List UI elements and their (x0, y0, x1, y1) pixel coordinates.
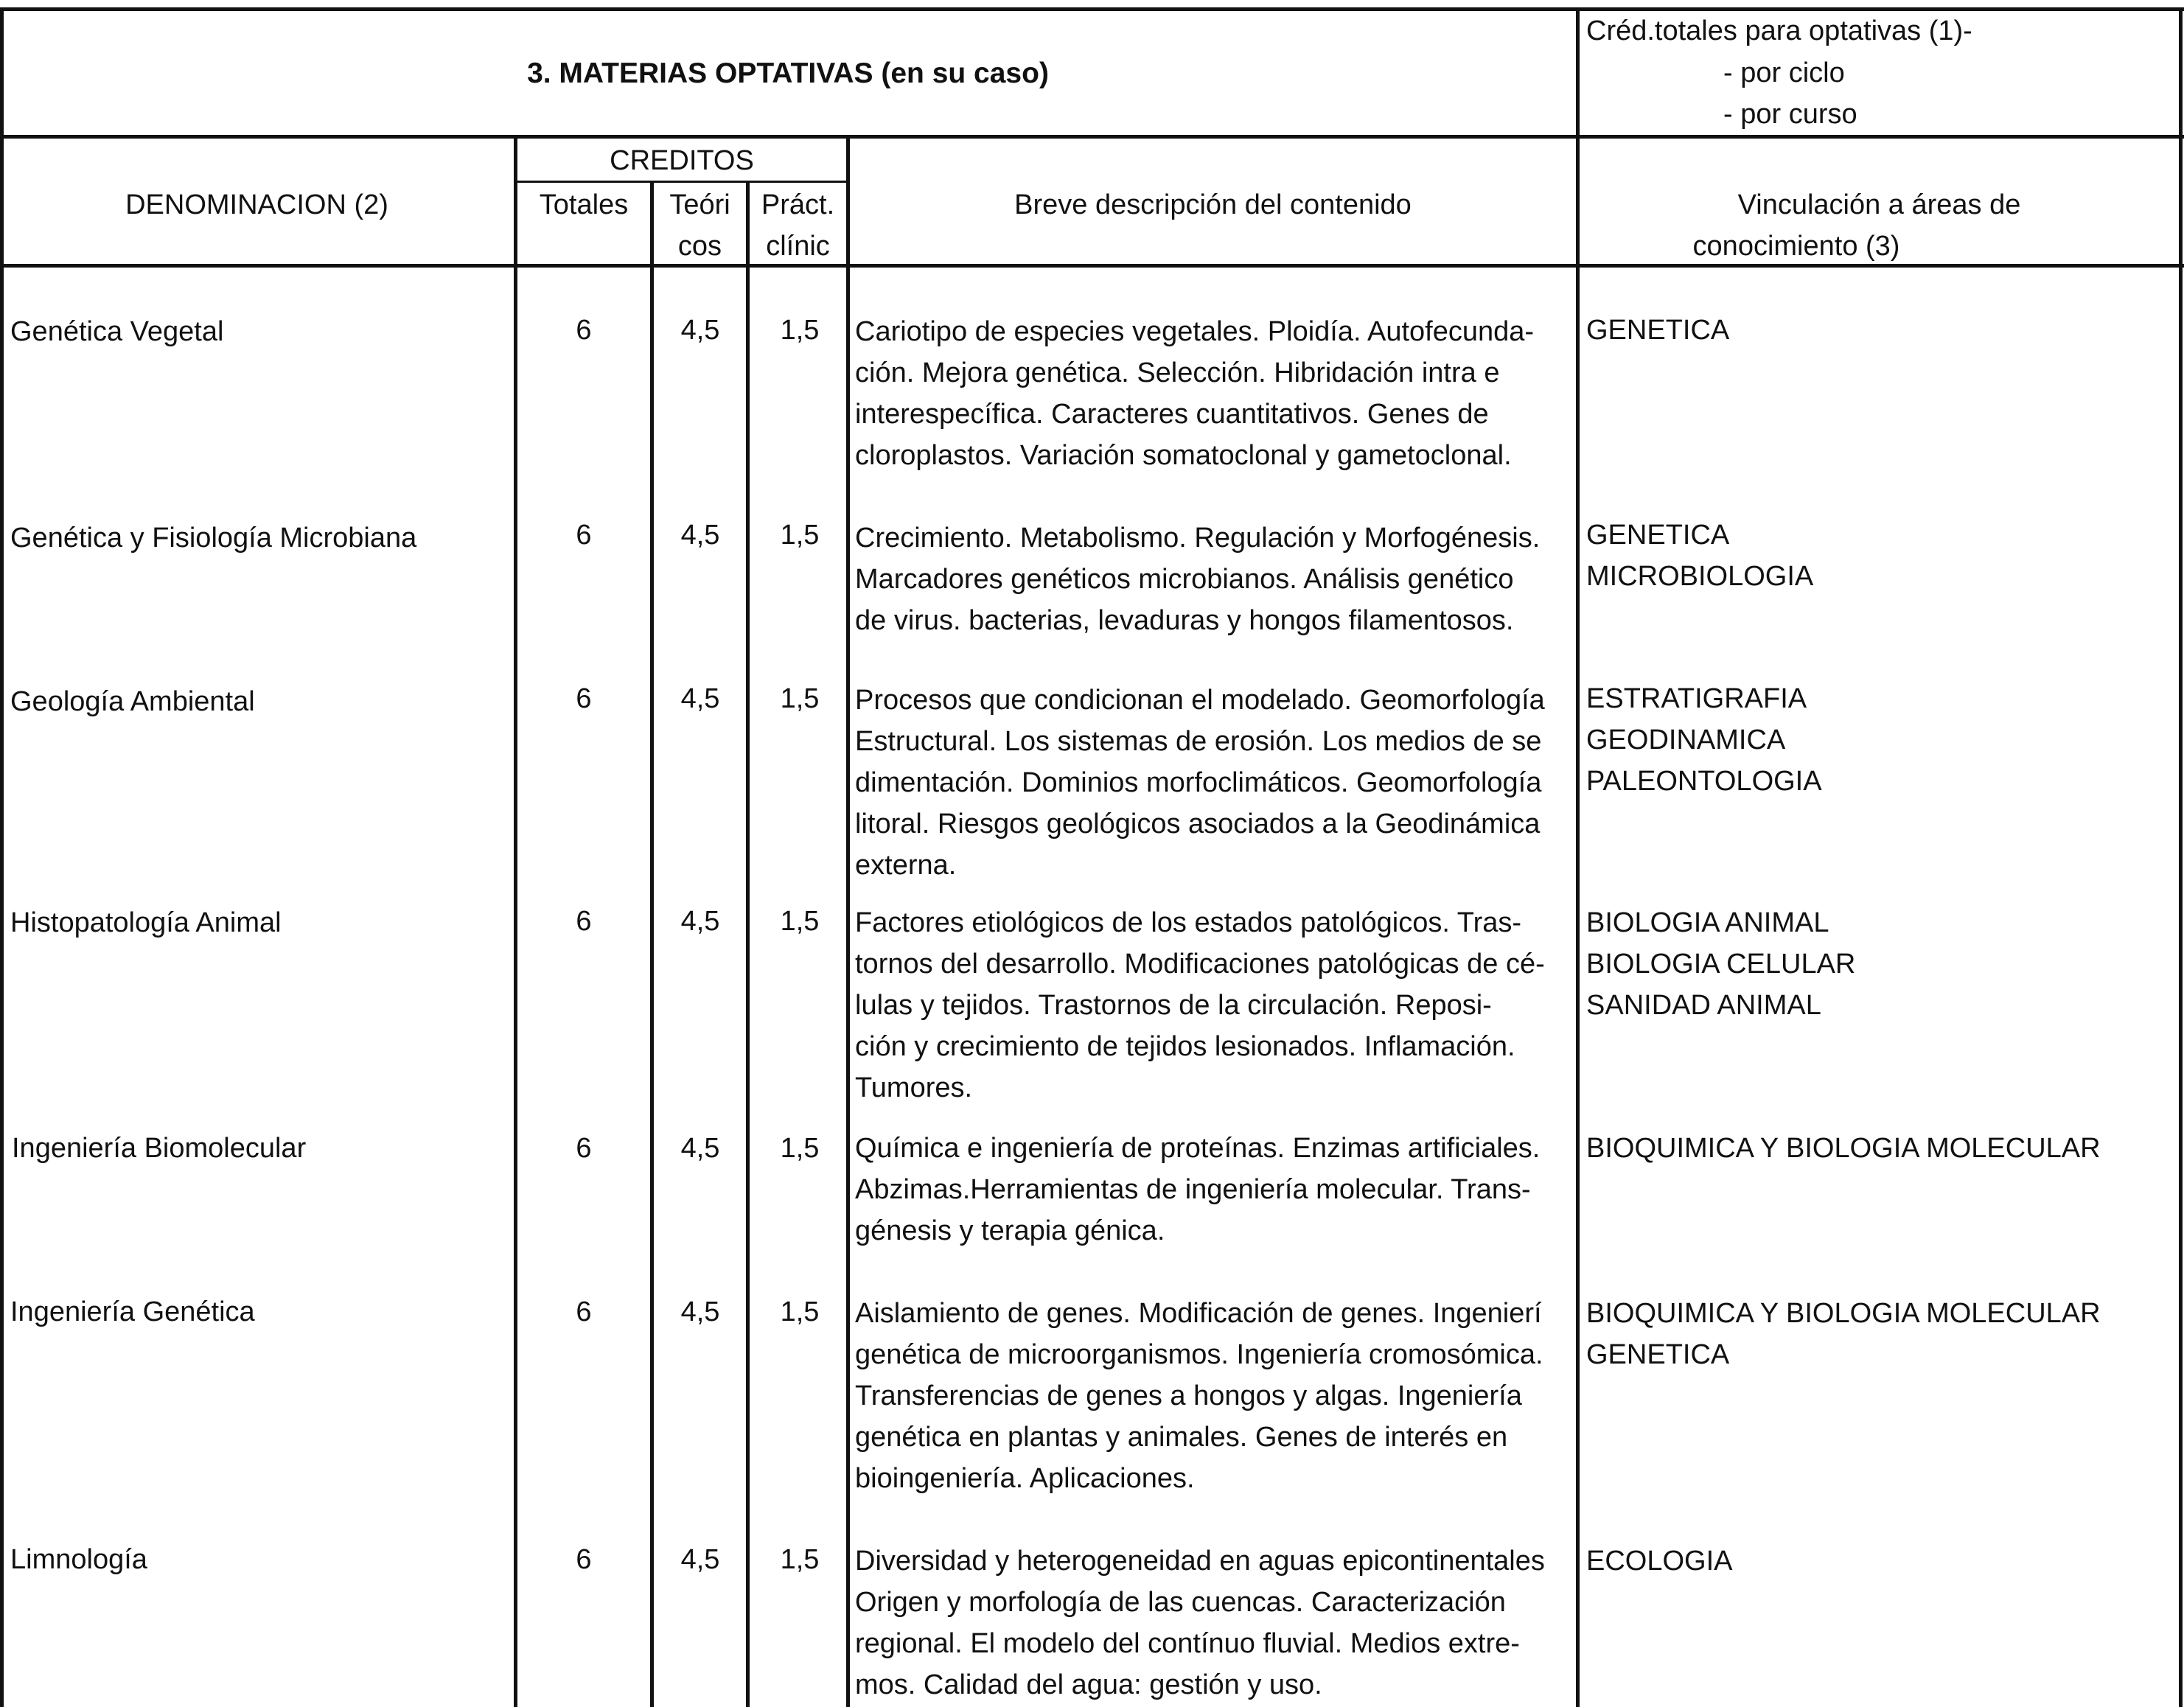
row-name: Geología Ambiental (10, 686, 255, 717)
row-description: Crecimiento. Metabolismo. Regulación y Morfogénesis. Marcadores genéticos microbianos. Análisis genético de virus. bacterias, levaduras y hongos filamentosos. (855, 523, 1541, 636)
descripcion-left-border (846, 135, 850, 1707)
col-header-practicos-2: clínic (766, 231, 830, 262)
row-areas: ESTRATIGRAFIA GEODINAMICA PALEONTOLOGIA (1586, 683, 1822, 797)
row-teoricos: 4,5 (680, 1544, 720, 1575)
col-header-vinculacion-1: Vinculación a áreas de (1737, 189, 2021, 220)
row-name: Genética y Fisiología Microbiana (10, 523, 417, 554)
table-right-border (2179, 7, 2183, 1707)
row-totales: 6 (576, 1544, 592, 1575)
row-teoricos: 4,5 (680, 683, 720, 714)
row-practicos: 1,5 (780, 315, 820, 346)
row-areas: GENETICA (1586, 315, 1730, 346)
table-left-border (0, 7, 4, 1707)
row-areas: ECOLOGIA (1586, 1546, 1733, 1577)
col-header-teoricos-1: Teóri (669, 189, 730, 220)
row-description: Diversidad y heterogeneidad en aguas epicontinentales Origen y morfología de las cuencas. Caracterización regional. El modelo del contínuo fluvial. Medios extre- mos. Calidad del agua: gestión y uso. (855, 1546, 1545, 1700)
row-description: Química e ingeniería de proteínas. Enzimas artificiales. Abzimas.Herramientas de ingeniería molecular. Trans- génesis y terapia génica. (855, 1133, 1541, 1246)
col-header-denominacion: DENOMINACION (2) (125, 189, 388, 220)
row-practicos: 1,5 (780, 1544, 820, 1575)
row-totales: 6 (576, 906, 592, 937)
row-description: Cariotipo de especies vegetales. Ploidía. Autofecunda- ción. Mejora genética. Selección. Hibridación intra e interespecífica. Caracteres cuantitativos. Genes de cloroplastos. Variación somatoclonal y gametoclonal. (855, 316, 1535, 471)
section-title: 3. MATERIAS OPTATIVAS (en su caso) (527, 57, 1049, 89)
cred-totales-line-2: - por ciclo (1723, 57, 1845, 88)
cred-totales-line-1: Créd.totales para optativas (1)- (1586, 15, 1972, 46)
row-teoricos: 4,5 (680, 1133, 720, 1164)
row-name: Ingeniería Biomolecular (12, 1133, 307, 1164)
row-teoricos: 4,5 (680, 1296, 720, 1327)
practicos-left-border (746, 181, 750, 1707)
row-name: Ingeniería Genética (10, 1296, 255, 1327)
row-areas: BIOLOGIA ANIMAL BIOLOGIA CELULAR SANIDAD ANIMAL (1586, 907, 1856, 1021)
row-name: Histopatología Animal (10, 907, 282, 938)
col-header-totales: Totales (539, 189, 629, 220)
col-header-practicos-1: Práct. (761, 189, 835, 220)
row-areas: BIOQUIMICA Y BIOLOGIA MOLECULAR GENETICA (1586, 1298, 2101, 1370)
row-description: Aislamiento de genes. Modificación de genes. Ingenierí genética de microorganismos. Ingeniería cromosómica. Transferencias de genes a hongos y algas. Ingeniería genética en plantas y animales. Genes de interés en bioingeniería. Aplicaciones. (855, 1298, 1543, 1494)
header-bottom-border (0, 135, 2184, 139)
row-areas: BIOQUIMICA Y BIOLOGIA MOLECULAR (1586, 1133, 2101, 1164)
row-totales: 6 (576, 1296, 592, 1327)
row-name: Genética Vegetal (10, 316, 224, 347)
row-totales: 6 (576, 1133, 592, 1164)
row-practicos: 1,5 (780, 1296, 820, 1327)
col-header-teoricos-2: cos (677, 231, 722, 262)
row-teoricos: 4,5 (680, 315, 720, 346)
row-totales: 6 (576, 683, 592, 714)
row-description: Factores etiológicos de los estados patológicos. Tras- tornos del desarrollo. Modificaciones patológicas de cé- lulas y tejidos. Trastornos de la circulación. Reposi- ción y crecimiento de tejidos lesionados. Inflamación. Tumores. (855, 907, 1545, 1103)
cred-totales-line-3: - por curso (1723, 99, 1857, 130)
row-teoricos: 4,5 (680, 906, 720, 937)
row-teoricos: 4,5 (680, 520, 720, 551)
teoricos-left-border (650, 181, 654, 1707)
row-description: Procesos que condicionan el modelado. Geomorfología Estructural. Los sistemas de erosión. Los medios de se dimentación. Dominios morfoclimáticos. Geomorfología litoral. Riesgos geológicos asociados a la Geodinámica externa. (855, 685, 1545, 881)
row-totales: 6 (576, 520, 592, 551)
row-name: Limnología (10, 1544, 147, 1575)
col-header-creditos: CREDITOS (610, 145, 754, 176)
row-practicos: 1,5 (780, 1133, 820, 1164)
row-areas: GENETICA MICROBIOLOGIA (1586, 520, 1814, 592)
col-header-vinculacion-2: conocimiento (3) (1692, 231, 1900, 262)
creditos-left-border (514, 135, 517, 1707)
row-practicos: 1,5 (780, 906, 820, 937)
row-totales: 6 (576, 315, 592, 346)
col-header-descripcion: Breve descripción del contenido (1014, 189, 1412, 220)
row-practicos: 1,5 (780, 520, 820, 551)
row-practicos: 1,5 (780, 683, 820, 714)
